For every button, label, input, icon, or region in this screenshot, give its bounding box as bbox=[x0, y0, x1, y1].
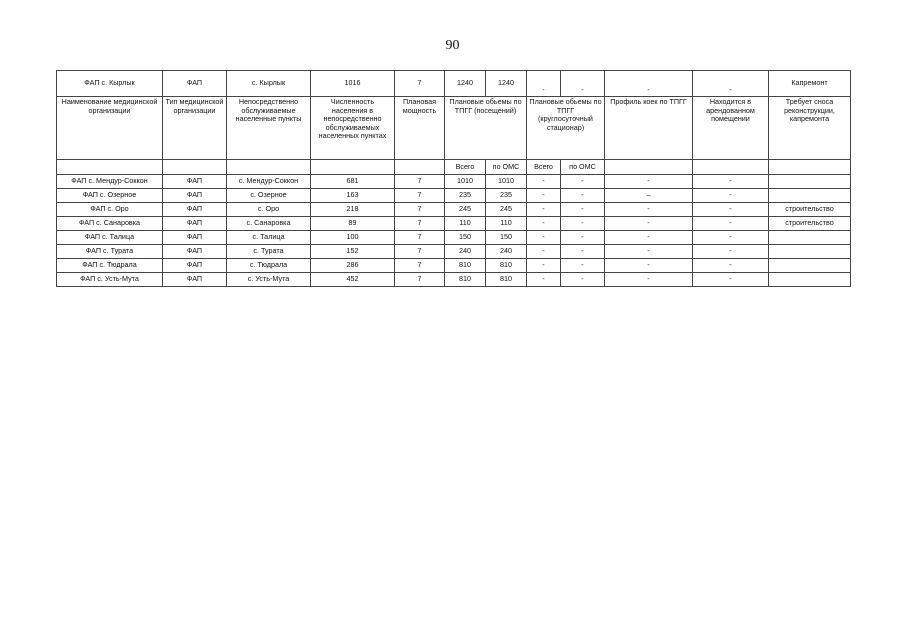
table-cell: - bbox=[561, 245, 605, 259]
table-subheader-row bbox=[57, 160, 851, 175]
table-cell: 245 bbox=[486, 203, 527, 217]
table-cell: 7 bbox=[395, 175, 445, 189]
table-cell: 7 bbox=[395, 259, 445, 273]
table-cell: - bbox=[527, 71, 561, 97]
table-cell: - bbox=[561, 273, 605, 287]
column-subheader: по ОМС bbox=[561, 160, 605, 175]
table-cell: 452 bbox=[311, 273, 395, 287]
table-cell: - bbox=[693, 71, 769, 97]
table-cell: - bbox=[693, 203, 769, 217]
table-cell: - bbox=[605, 273, 693, 287]
table-cell: 218 bbox=[311, 203, 395, 217]
table-cell: 7 bbox=[395, 273, 445, 287]
table-cell: 240 bbox=[445, 245, 486, 259]
column-header: Плановые обьемы по ТПГГ (посещений) bbox=[445, 97, 527, 160]
table-cell: 286 bbox=[311, 259, 395, 273]
table-cell: 681 bbox=[311, 175, 395, 189]
table-cell: - bbox=[527, 273, 561, 287]
table-row bbox=[57, 217, 851, 231]
table-cell: - bbox=[693, 259, 769, 273]
table-cell: ФАП bbox=[163, 273, 227, 287]
table-cell: 150 bbox=[486, 231, 527, 245]
table-cell: 7 bbox=[395, 189, 445, 203]
column-header: Профиль коек по ТПГГ bbox=[605, 97, 693, 160]
table-cell: ФАП bbox=[163, 217, 227, 231]
table-cell: с. Талица bbox=[227, 231, 311, 245]
table-cell bbox=[693, 160, 769, 175]
table-cell: 163 bbox=[311, 189, 395, 203]
table-cell: ФАП с. Талица bbox=[57, 231, 163, 245]
table-cell bbox=[57, 160, 163, 175]
column-header: Наименование медицинской организации bbox=[57, 97, 163, 160]
table-row bbox=[57, 273, 851, 287]
table-cell: - bbox=[693, 175, 769, 189]
table-cell: ФАП bbox=[163, 245, 227, 259]
table-cell bbox=[769, 245, 851, 259]
table-cell: - bbox=[693, 189, 769, 203]
table-cell bbox=[769, 259, 851, 273]
table-cell: 7 bbox=[395, 203, 445, 217]
table-cell: 89 bbox=[311, 217, 395, 231]
column-header: Плановые обьемы по ТПГГ (круглосуточный стационар) bbox=[527, 97, 605, 160]
table-cell: 7 bbox=[395, 231, 445, 245]
table-cell: - bbox=[561, 203, 605, 217]
table-cell: 810 bbox=[486, 273, 527, 287]
table-cell: Капремонт bbox=[769, 71, 851, 97]
table-cell: 7 bbox=[395, 245, 445, 259]
table-cell bbox=[769, 189, 851, 203]
column-header: Требует сноса реконструкции, капремонта bbox=[769, 97, 851, 160]
table-cell bbox=[769, 231, 851, 245]
table-cell bbox=[311, 160, 395, 175]
column-subheader: Всего bbox=[527, 160, 561, 175]
table-cell: с. Усть-Мута bbox=[227, 273, 311, 287]
table-cell: с. Санаровка bbox=[227, 217, 311, 231]
table-cell: 810 bbox=[445, 259, 486, 273]
page-number: 90 bbox=[445, 38, 460, 53]
table-cell: с. Озерное bbox=[227, 189, 311, 203]
table-row bbox=[57, 245, 851, 259]
table-cell: с. Кырлык bbox=[227, 71, 311, 97]
table-row bbox=[57, 231, 851, 245]
table-cell: - bbox=[605, 231, 693, 245]
table-cell: - bbox=[561, 259, 605, 273]
table-cell: ФАП bbox=[163, 189, 227, 203]
table-row bbox=[57, 175, 851, 189]
table-row bbox=[57, 71, 851, 97]
table-cell: с. Мендур-Соккон bbox=[227, 175, 311, 189]
table-cell: строительство bbox=[769, 217, 851, 231]
table-cell: строительство bbox=[769, 203, 851, 217]
table-cell: 235 bbox=[445, 189, 486, 203]
table-cell: 152 bbox=[311, 245, 395, 259]
column-header: Тип медицинской организации bbox=[163, 97, 227, 160]
table-cell: - bbox=[693, 217, 769, 231]
column-subheader: по ОМС bbox=[486, 160, 527, 175]
table-row bbox=[57, 189, 851, 203]
table-cell: 810 bbox=[486, 259, 527, 273]
table-cell: ФАП bbox=[163, 203, 227, 217]
table-cell: 245 bbox=[445, 203, 486, 217]
table-cell: – bbox=[605, 189, 693, 203]
table-cell bbox=[163, 160, 227, 175]
table-cell: 240 bbox=[486, 245, 527, 259]
table-cell: - bbox=[527, 175, 561, 189]
column-header: Плановая мощность bbox=[395, 97, 445, 160]
table-cell: - bbox=[561, 71, 605, 97]
table-cell: 150 bbox=[445, 231, 486, 245]
table-cell: - bbox=[561, 189, 605, 203]
table-cell: - bbox=[527, 259, 561, 273]
table-cell: ФАП bbox=[163, 231, 227, 245]
table-cell: ФАП bbox=[163, 259, 227, 273]
table-cell: с. Тюдрала bbox=[227, 259, 311, 273]
table-cell: - bbox=[527, 217, 561, 231]
table-cell: 235 bbox=[486, 189, 527, 203]
table-cell: 7 bbox=[395, 217, 445, 231]
table-cell: с. Турата bbox=[227, 245, 311, 259]
table-cell: ФАП с. Кырлык bbox=[57, 71, 163, 97]
table-cell: 810 bbox=[445, 273, 486, 287]
table-cell: - bbox=[527, 203, 561, 217]
facilities-table bbox=[56, 70, 851, 287]
table-cell: ФАП с. Турата bbox=[57, 245, 163, 259]
table-cell: 1240 bbox=[445, 71, 486, 97]
table-row bbox=[57, 203, 851, 217]
table-cell: - bbox=[605, 203, 693, 217]
table-cell: 110 bbox=[445, 217, 486, 231]
column-subheader: Всего bbox=[445, 160, 486, 175]
table-cell: - bbox=[605, 245, 693, 259]
table-cell: - bbox=[693, 273, 769, 287]
table-cell: - bbox=[605, 217, 693, 231]
table-cell: - bbox=[693, 231, 769, 245]
table-cell: ФАП с. Усть-Мута bbox=[57, 273, 163, 287]
table-cell: - bbox=[693, 245, 769, 259]
table-cell: - bbox=[527, 245, 561, 259]
table-cell: 1240 bbox=[486, 71, 527, 97]
table-cell bbox=[227, 160, 311, 175]
table-cell: ФАП с. Мендур-Соккон bbox=[57, 175, 163, 189]
table-cell: - bbox=[605, 175, 693, 189]
table-cell: - bbox=[527, 231, 561, 245]
table-row bbox=[57, 259, 851, 273]
table-cell bbox=[605, 160, 693, 175]
table-cell bbox=[769, 175, 851, 189]
table-cell: - bbox=[605, 71, 693, 97]
table-cell: 7 bbox=[395, 71, 445, 97]
table-cell: 1016 bbox=[311, 71, 395, 97]
table-cell: - bbox=[605, 259, 693, 273]
table-cell: ФАП с. Санаровка bbox=[57, 217, 163, 231]
column-header: Численность населения в непосредственно обслуживаемых населенных пунктах bbox=[311, 97, 395, 160]
table-cell: 100 bbox=[311, 231, 395, 245]
table-cell: - bbox=[561, 231, 605, 245]
table-cell: 110 bbox=[486, 217, 527, 231]
table-cell: - bbox=[561, 217, 605, 231]
table-cell: - bbox=[527, 189, 561, 203]
table-header-row bbox=[57, 97, 851, 160]
table-cell: ФАП bbox=[163, 175, 227, 189]
table-cell bbox=[395, 160, 445, 175]
table-cell: 1010 bbox=[445, 175, 486, 189]
column-header: Непосредственно обслуживаемые населенные пункты bbox=[227, 97, 311, 160]
table-cell: с. Оро bbox=[227, 203, 311, 217]
table-cell bbox=[769, 160, 851, 175]
column-header: Находится в арендованном помещении bbox=[693, 97, 769, 160]
table-cell: ФАП с. Оро bbox=[57, 203, 163, 217]
table-cell: 1010 bbox=[486, 175, 527, 189]
table-cell: ФАП bbox=[163, 71, 227, 97]
table-cell: ФАП с. Тюдрала bbox=[57, 259, 163, 273]
table-cell bbox=[769, 273, 851, 287]
table-cell: - bbox=[561, 175, 605, 189]
table-cell: ФАП с. Озерное bbox=[57, 189, 163, 203]
